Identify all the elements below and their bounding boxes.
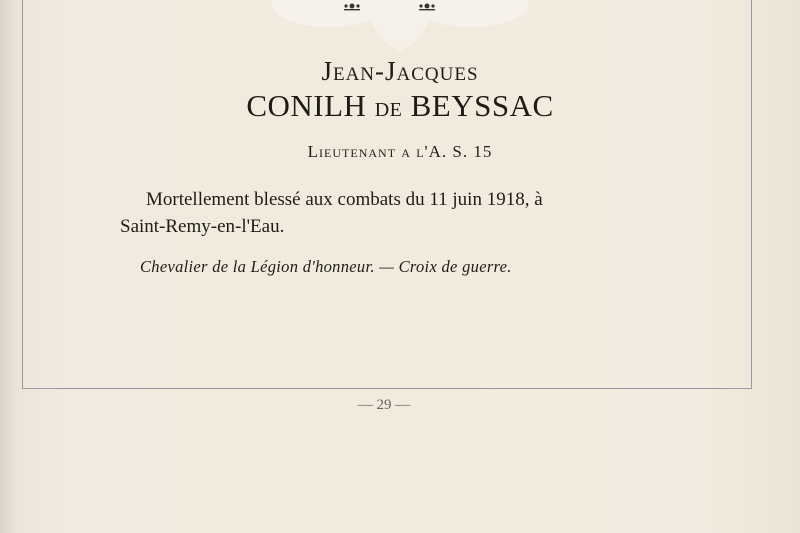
surname: [0, 88, 800, 124]
surname-particle: de: [374, 91, 403, 123]
citation-text: [120, 186, 680, 240]
citation-line-2: Saint-Remy-en-l'Eau.: [120, 216, 285, 237]
honors-line: Chevalier de la Légion d'honneur. — Croix de guerre.: [140, 257, 512, 276]
rank-line: Lieutenant a l'A. S. 15: [307, 142, 493, 161]
surname-part-2: BEYSSAC: [410, 88, 554, 123]
citation-line-1: Mortellement blessé aux combats du 11 juin 1918, à: [146, 189, 543, 210]
first-name: Jean-Jacques: [321, 56, 479, 86]
surname-part-1: CONILH: [246, 88, 367, 123]
page-number: — 29 —: [357, 397, 411, 413]
